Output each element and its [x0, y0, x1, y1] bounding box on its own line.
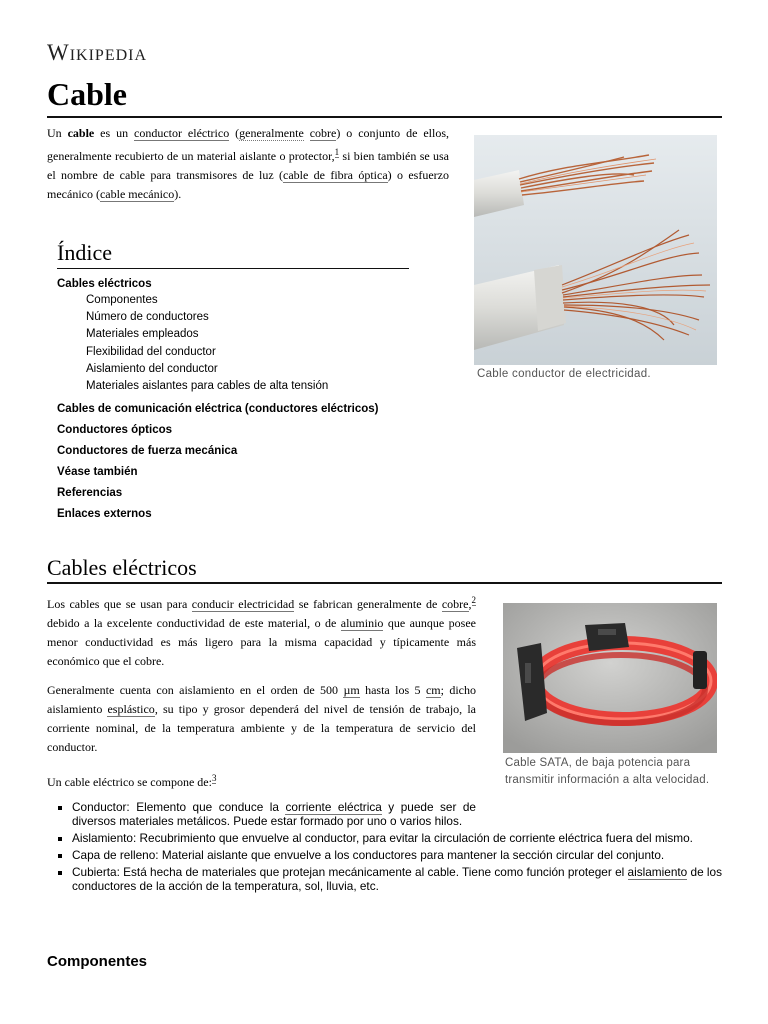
- title-divider: [47, 116, 722, 118]
- list-item: Aislamiento: Recubrimiento que envuelve al conductor, para evitar la circulación de corriente eléctrica fuera del mismo.: [47, 831, 722, 845]
- toc-item-numero-conductores[interactable]: Número de conductores: [86, 311, 209, 324]
- link-centimetro[interactable]: cm: [425, 683, 441, 697]
- list-item: Conductor: Elemento que conduce la corriente eléctrica y puede ser de diversos materiales metálicos. Puede estar formado por uno o varios hilos.: [47, 800, 476, 828]
- link-aluminio[interactable]: aluminio: [340, 616, 384, 630]
- link-conducir-electricidad[interactable]: conducir electricidad: [191, 597, 295, 611]
- link-cable-mecanico[interactable]: cable mecánico: [99, 187, 175, 201]
- toc-item-opticos[interactable]: Conductores ópticos: [57, 424, 173, 437]
- lead-paragraph: Un cable es un conductor eléctrico (generalmente cobre) o conjunto de ellos, generalmente recubierto de un material aislante o protector,$^1$ si bien también se usa el nombre de cable para transmisores de luz (cable de fibra óptica) o esfuerzo mecánico (cable mecánico).: [47, 126, 450, 201]
- link-micrometro[interactable]: µm: [343, 683, 360, 697]
- ref-1[interactable]: 1: [334, 147, 340, 157]
- paragraph: Un cable eléctrico se compone de:$^3$: [47, 773, 217, 789]
- list-item: Capa de relleno: Material aislante que envuelve a los conductores para mantener la sección circular del conjunto.: [47, 848, 722, 862]
- toc-heading: Índice: [57, 240, 112, 265]
- link-corriente-electrica[interactable]: corriente eléctrica: [285, 800, 382, 814]
- link-fibra-optica[interactable]: cable de fibra óptica: [283, 168, 388, 182]
- ref-2[interactable]: 2: [471, 595, 476, 605]
- toc-item-alta-tension[interactable]: Materiales aislantes para cables de alta tensión: [86, 379, 329, 392]
- link-cobre[interactable]: cobre: [309, 126, 337, 140]
- toc-item-materiales[interactable]: Materiales empleados: [86, 328, 199, 341]
- toc-item-cables-electricos[interactable]: Cables eléctricos: [57, 278, 152, 290]
- toc-item-flexibilidad[interactable]: Flexibilidad del conductor: [86, 345, 216, 358]
- table-of-contents: [57, 277, 378, 525]
- wikipedia-logo[interactable]: Wikipedia: [47, 40, 148, 65]
- link-generalmente[interactable]: generalmente: [239, 126, 304, 140]
- toc-divider: [57, 268, 409, 269]
- page-title: Cable: [47, 76, 127, 112]
- toc-item-componentes[interactable]: Componentes: [86, 294, 158, 306]
- toc-item-aislamiento[interactable]: Aislamiento del conductor: [86, 362, 218, 375]
- link-aislamiento[interactable]: aislamiento: [627, 865, 688, 879]
- section-heading: Cables eléctricos: [47, 555, 197, 580]
- link-esplastico[interactable]: esplástico: [107, 702, 155, 716]
- section-divider: [47, 582, 722, 584]
- list-item: Cubierta: Está hecha de materiales que protejan mecánicamente al cable. Tiene como función proteger el aislamiento de los conductores de la acción de la temperatura, sol, lluvia, etc.: [47, 865, 722, 893]
- subsection-heading: Componentes: [47, 953, 148, 970]
- toc-item-enlaces[interactable]: Enlaces externos: [57, 508, 152, 521]
- paragraph: Generalmente cuenta con aislamiento en el orden de 500 µm hasta los 5 cm; dicho aislamiento esplástico, su tipo y grosor dependerá del nivel de tensión de trabajo, la corriente nominal, de la temperatura ambiente y de la temperatura de servicio del conductor.: [47, 683, 476, 754]
- toc-item-referencias[interactable]: Referencias: [57, 487, 123, 500]
- toc-item-vease-tambien[interactable]: Véase también: [57, 466, 138, 479]
- link-cobre-2[interactable]: cobre: [441, 597, 469, 611]
- sata-cable-image[interactable]: [503, 603, 717, 753]
- bold-term: cable: [67, 126, 95, 140]
- link-conductor-electrico[interactable]: conductor eléctrico: [134, 126, 230, 140]
- figure-caption: Cable conductor de electricidad.: [477, 368, 651, 380]
- toc-item-comunicacion[interactable]: Cables de comunicación eléctrica (conductores eléctricos): [57, 403, 379, 416]
- paragraph: Los cables que se usan para conducir electricidad se fabrican generalmente de cobre,$^2$ debido a la excelente conductividad de este material, o de aluminio que aunque posee menor conductividad es más ligero para la misma capacidad y típicamente más económico que el cobre.: [47, 595, 477, 668]
- cable-copper-image[interactable]: [474, 135, 717, 365]
- toc-item-fuerza-mecanica[interactable]: Conductores de fuerza mecánica: [57, 445, 238, 458]
- components-list: [47, 800, 722, 896]
- ref-3[interactable]: 3: [211, 773, 217, 783]
- figure-caption: Cable SATA, de baja potencia para transmitir información a alta velocidad.: [505, 757, 710, 786]
